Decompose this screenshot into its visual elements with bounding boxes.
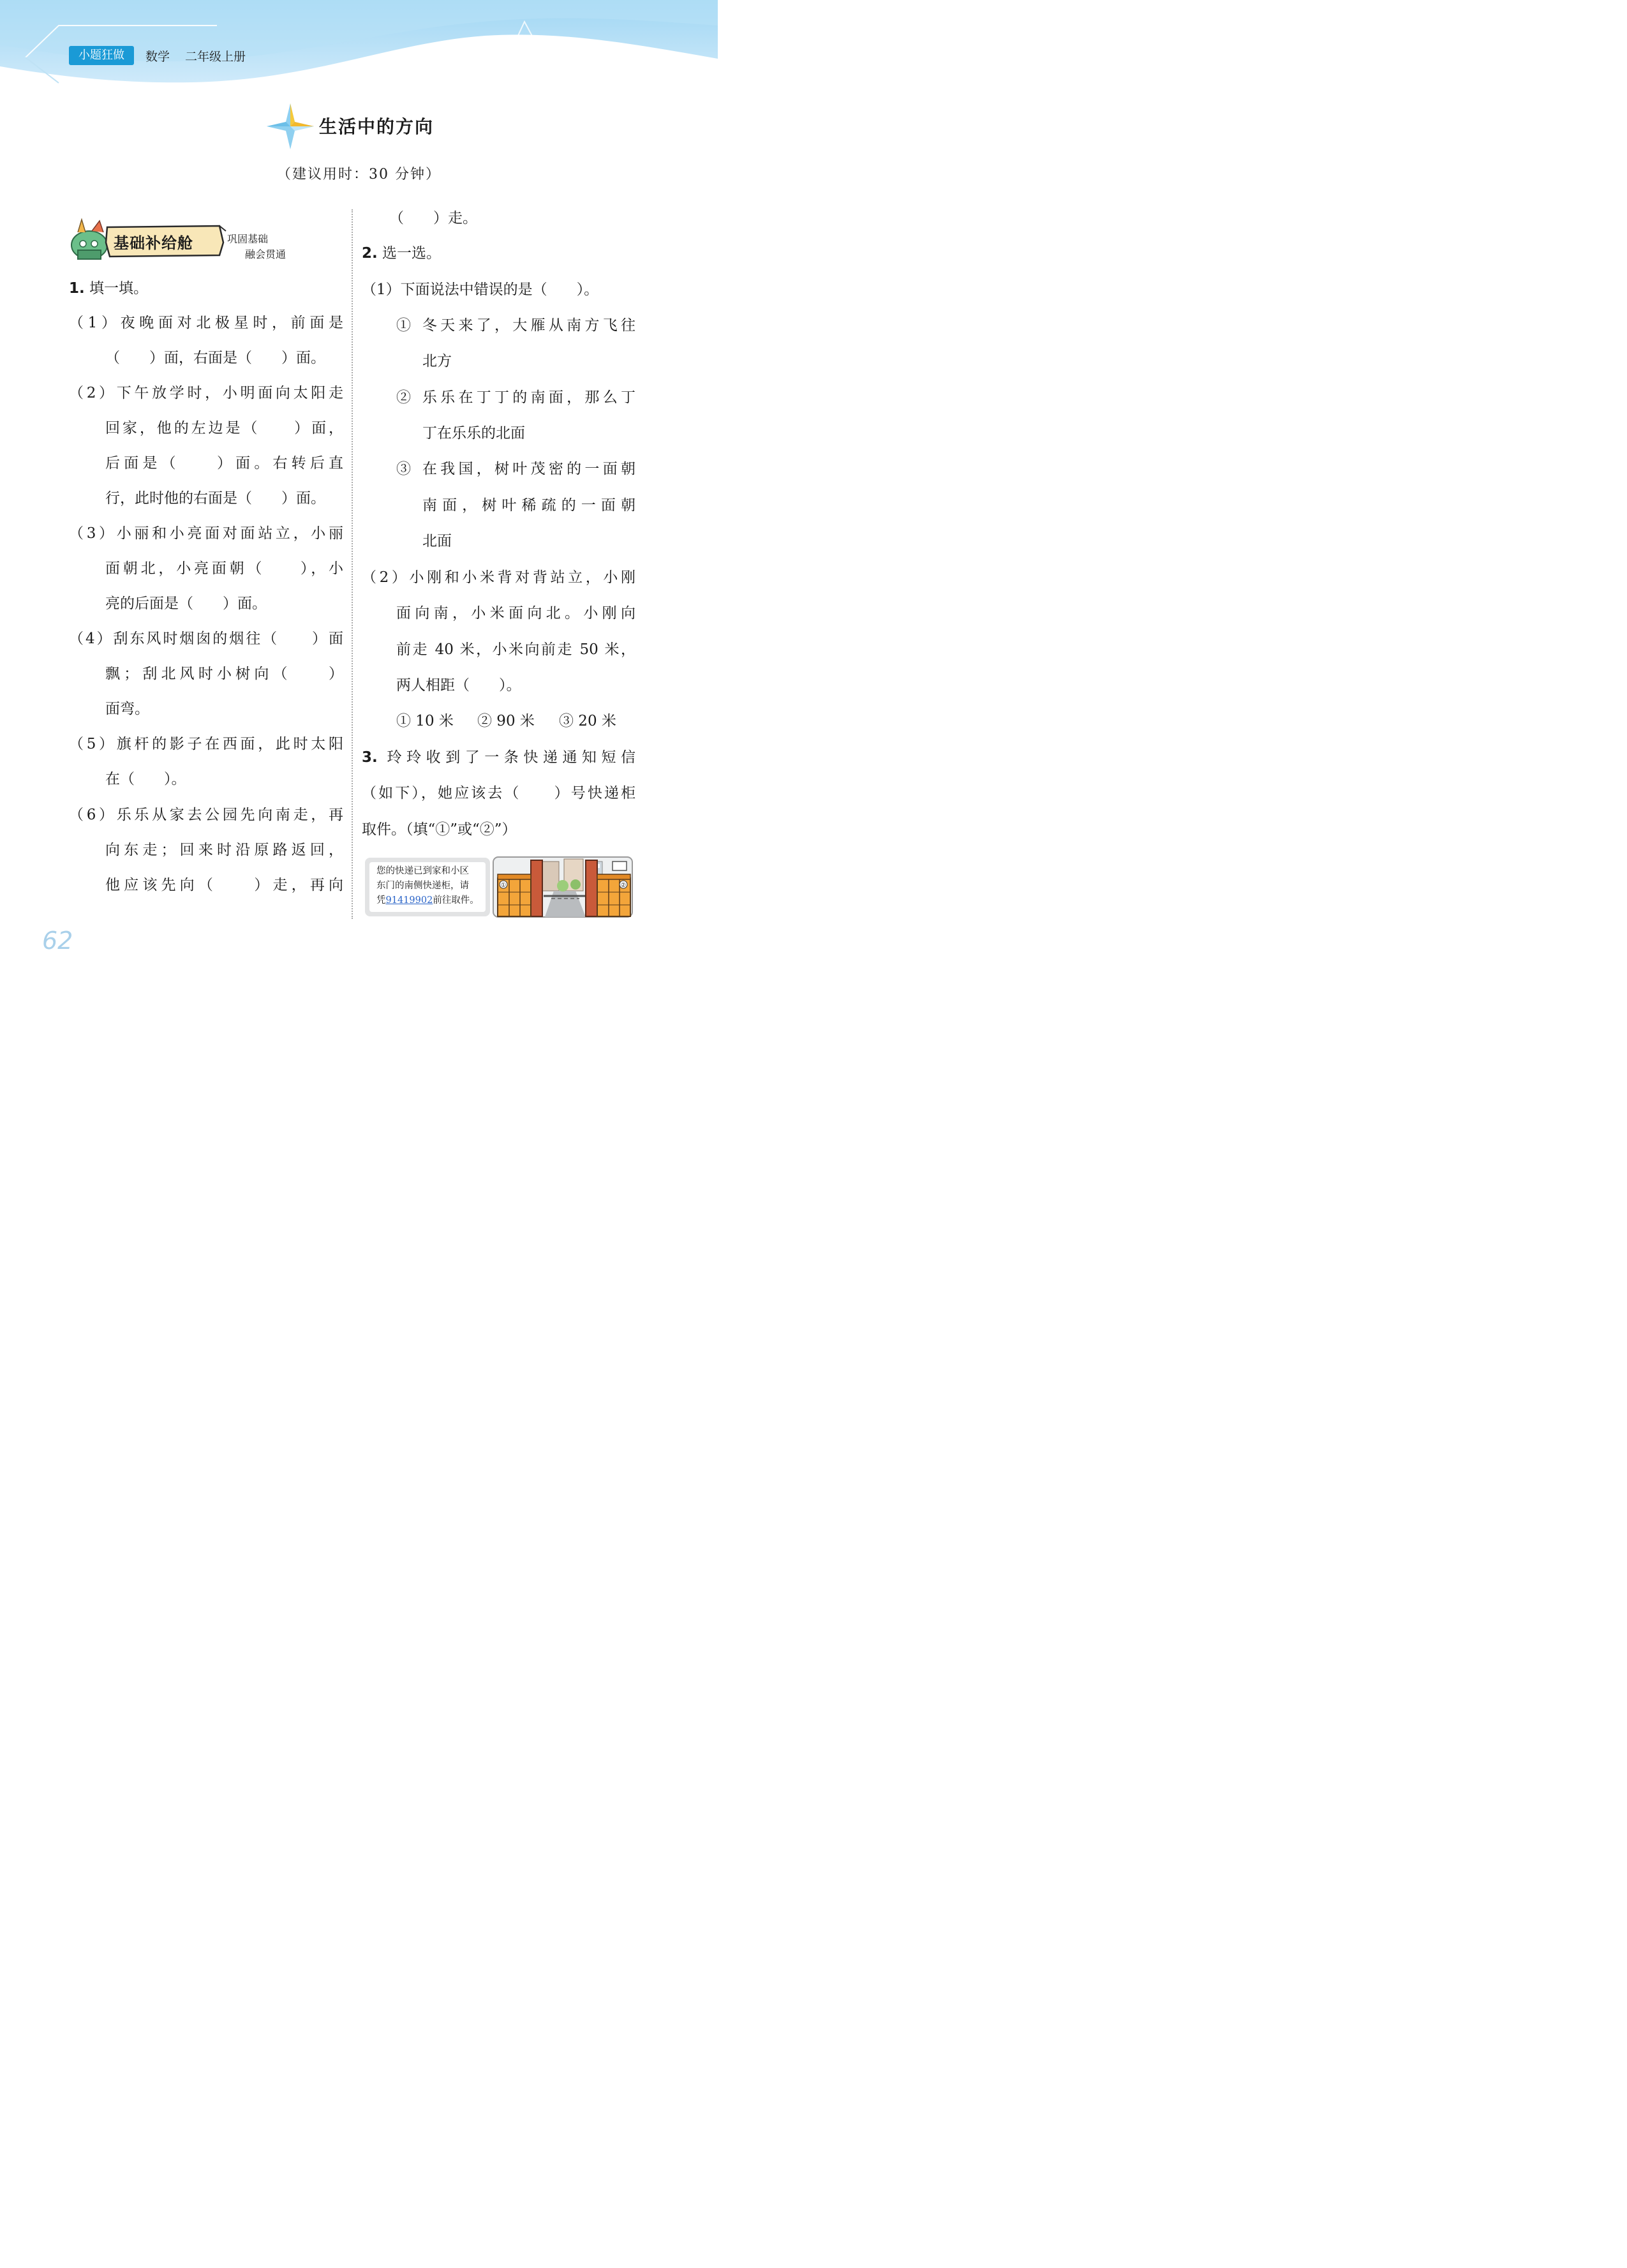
community-gate-illustration (493, 856, 633, 918)
sms-notification (365, 858, 490, 916)
q1-line: 亮的后面是（ ）面。 (105, 595, 267, 612)
q2-line: 北面 (422, 533, 452, 549)
q2-option-2: ② 90 米 (477, 713, 535, 729)
sms-line-3 (376, 894, 479, 907)
question-2-heading (362, 244, 441, 263)
locker-1-label: ① (500, 882, 507, 889)
question-1-text: 填一填。 (84, 280, 149, 297)
q1-line: 他应该先向（ ）走，再向 (105, 877, 343, 893)
q1-line: 回家，他的左边是（ ）面， (105, 420, 343, 436)
question-1-heading (69, 279, 148, 298)
question-1-number: 1. (69, 280, 85, 297)
q2-line: ② 乐乐在丁丁的南面，那么丁 (396, 389, 635, 406)
q2-line: （1）下面说法中错误的是（ ）。 (362, 281, 599, 298)
sms-line-3-prefix: 凭 (376, 895, 386, 906)
grade-label: 二年级上册 (185, 50, 246, 64)
q1-continuation: （ ）走。 (389, 210, 477, 227)
lesson-title: 生活中的方向 (319, 116, 435, 137)
q1-line: 在（ ）。 (105, 771, 186, 787)
q2-line: 两人相距（ ）。 (396, 677, 521, 694)
q1-line: （3）小丽和小亮面对面站立，小丽 (69, 525, 343, 542)
q2-line: 丁在乐乐的北面 (422, 425, 525, 442)
page-number: 62 (42, 927, 73, 955)
question-3-line-1 (362, 748, 635, 767)
q1-line: 向东走；回来时沿原路返回， (105, 842, 343, 858)
series-badge: 小题狂做 (69, 46, 134, 65)
question-3-line-3: 取件。（填“①”或“②”） (362, 821, 517, 838)
question-3-line-2: （如下），她应该去（ ）号快递柜 (362, 785, 635, 802)
q2-line: ③ 在我国，树叶茂密的一面朝 (396, 461, 635, 477)
compass-star-icon (265, 102, 315, 151)
q1-line: （2）下午放学时，小明面向太阳走 (69, 385, 343, 401)
banner-subtitle-1: 巩固基础 (227, 233, 269, 245)
sms-line-1: 您的快递已到家和小区 (376, 866, 469, 876)
locker-2-label: ② (620, 882, 627, 889)
pickup-code: 91419902 (385, 895, 433, 906)
q1-line: （1）夜晚面对北极星时，前面是 (69, 315, 343, 331)
q2-option-3: ③ 20 米 (559, 713, 616, 729)
q1-line: 后面是（ ）面。右转后直 (105, 455, 343, 472)
q2-line: 面向南，小米面向北。小刚向 (396, 605, 635, 622)
q2-option-1: ① 10 米 (396, 713, 454, 729)
q2-line: 北方 (422, 353, 452, 369)
q2-line: 前走 40 米，小米向前走 50 米， (396, 641, 635, 658)
q1-line: 面朝北，小亮面朝（ ），小 (105, 560, 343, 577)
suggested-time: （建议用时：30 分钟） (277, 167, 441, 183)
sms-body (369, 862, 486, 912)
q1-line: （4）刮东风时烟囱的烟往（ ）面 (69, 630, 343, 647)
q1-line: 飘；刮北风时小树向（ ） (105, 666, 343, 682)
banner-title: 基础补给舱 (114, 234, 193, 252)
q2-line: （2）小刚和小米背对背站立，小刚 (362, 569, 635, 586)
q2-line: ① 冬天来了，大雁从南方飞往 (396, 317, 635, 334)
banner-subtitle-2: 融会贯通 (245, 248, 286, 260)
q1-line: （ ）面，右面是（ ）面。 (105, 350, 325, 366)
sms-line-3-suffix: 前往取件。 (433, 895, 479, 906)
question-3-number: 3. (362, 749, 378, 766)
sms-line-2: 东门的南侧快递柜，请 (376, 881, 469, 891)
question-2-number: 2. (362, 245, 378, 262)
question-3-text: 玲玲收到了一条快递通知短信 (377, 749, 635, 766)
question-2-text: 选一选。 (377, 245, 442, 262)
q2-line: 南面，树叶稀疏的一面朝 (422, 497, 635, 514)
subject-label: 数学 (145, 50, 170, 64)
q1-line: （5）旗杆的影子在西面，此时太阳 (69, 736, 343, 752)
column-divider (352, 209, 353, 919)
q1-line: 行，此时他的右面是（ ）面。 (105, 490, 325, 507)
q1-line: （6）乐乐从家去公园先向南走，再 (69, 807, 343, 823)
q1-line: 面弯。 (105, 701, 149, 717)
